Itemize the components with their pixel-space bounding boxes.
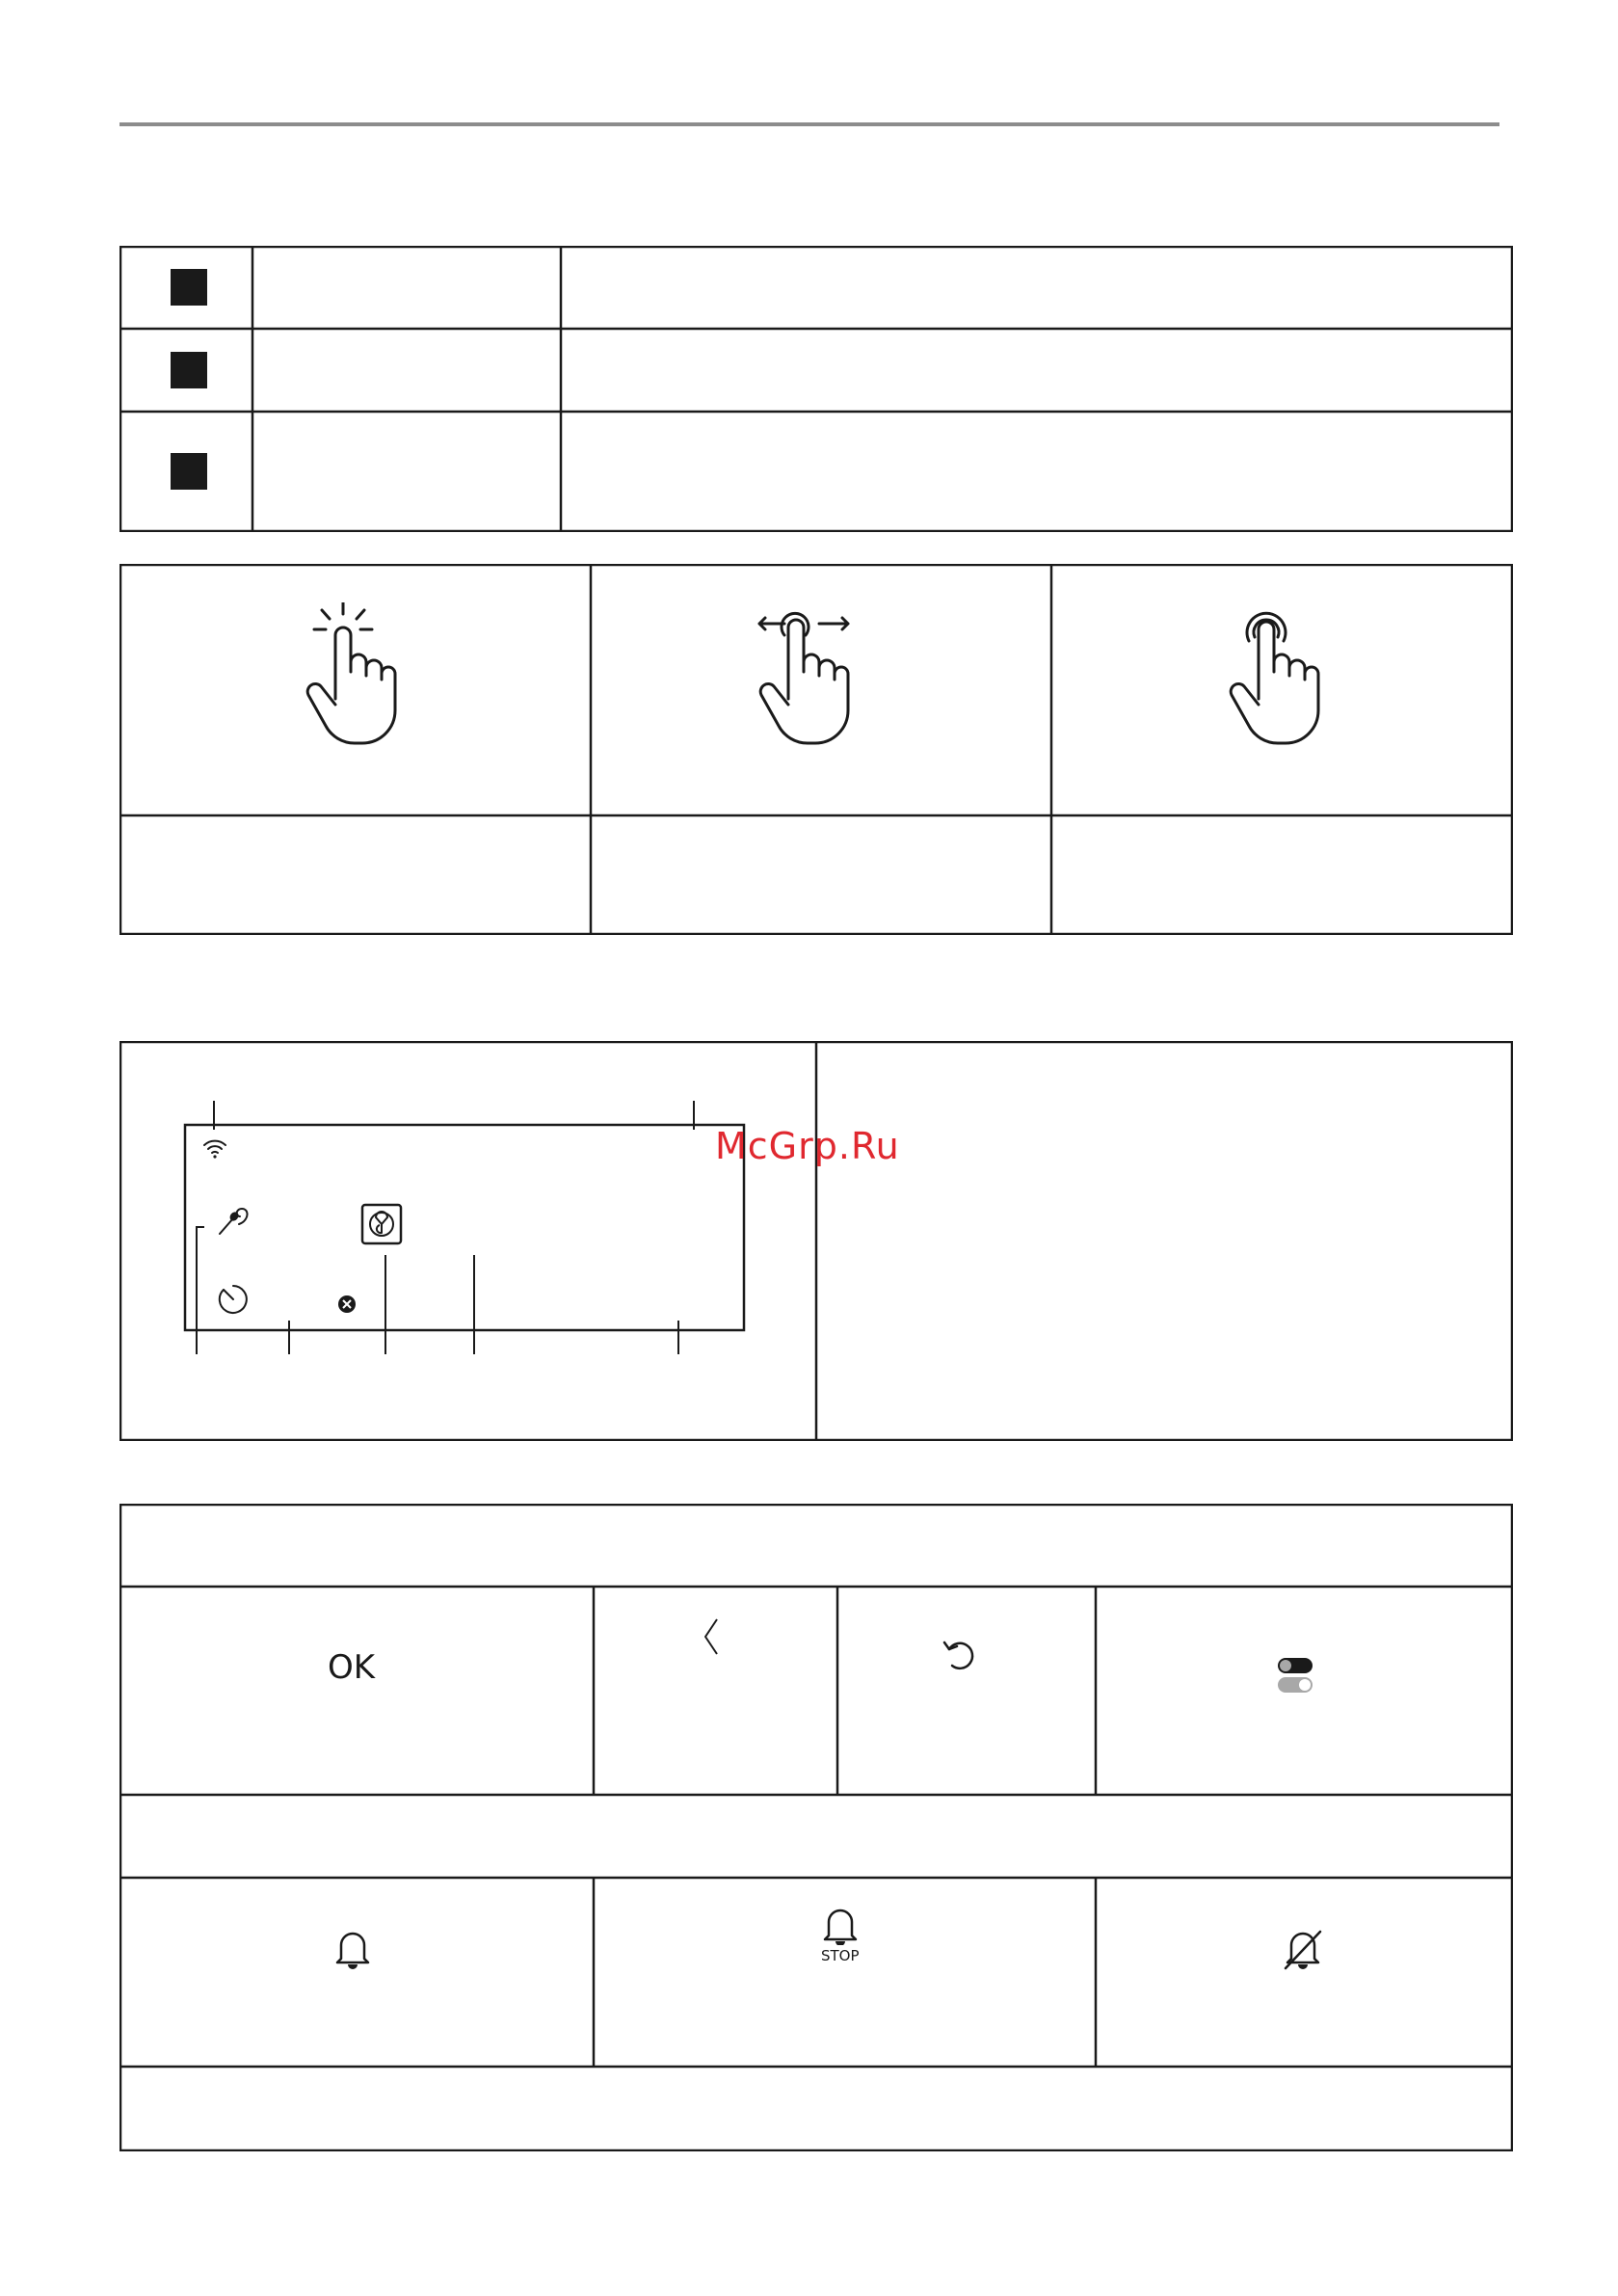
display-diagram (119, 1041, 1513, 1441)
undo-arrow-icon (941, 1637, 979, 1675)
buttons-table (119, 1504, 1513, 2151)
bell-muted-icon (1282, 1928, 1324, 1970)
ok-icon: OK (328, 1648, 376, 1687)
legend-table-grid (119, 246, 1513, 532)
top-rule (119, 122, 1499, 126)
square-marker (171, 352, 207, 388)
tap-hand-icon (303, 602, 409, 747)
buttons-table-grid (119, 1504, 1513, 2151)
swipe-hand-icon (756, 602, 862, 747)
bell-icon (333, 1928, 372, 1970)
timer-icon (216, 1282, 251, 1317)
back-chevron-icon (702, 1617, 721, 1656)
gestures-table (119, 564, 1513, 935)
food-probe-icon (216, 1205, 254, 1238)
press-hold-hand-icon (1226, 602, 1332, 747)
cancel-x-icon (337, 1295, 357, 1314)
stop-label: STOP (821, 1947, 860, 1964)
square-marker (171, 269, 207, 306)
watermark: McGrp.Ru (715, 1125, 900, 1167)
bell-stop-icon (821, 1907, 860, 1945)
display-diagram-frame (119, 1041, 1513, 1441)
square-marker (171, 453, 207, 490)
legend-table (119, 246, 1513, 532)
wifi-icon (202, 1137, 227, 1159)
fan-mode-icon (360, 1203, 403, 1245)
toggle-switch-icon (1276, 1656, 1316, 1695)
